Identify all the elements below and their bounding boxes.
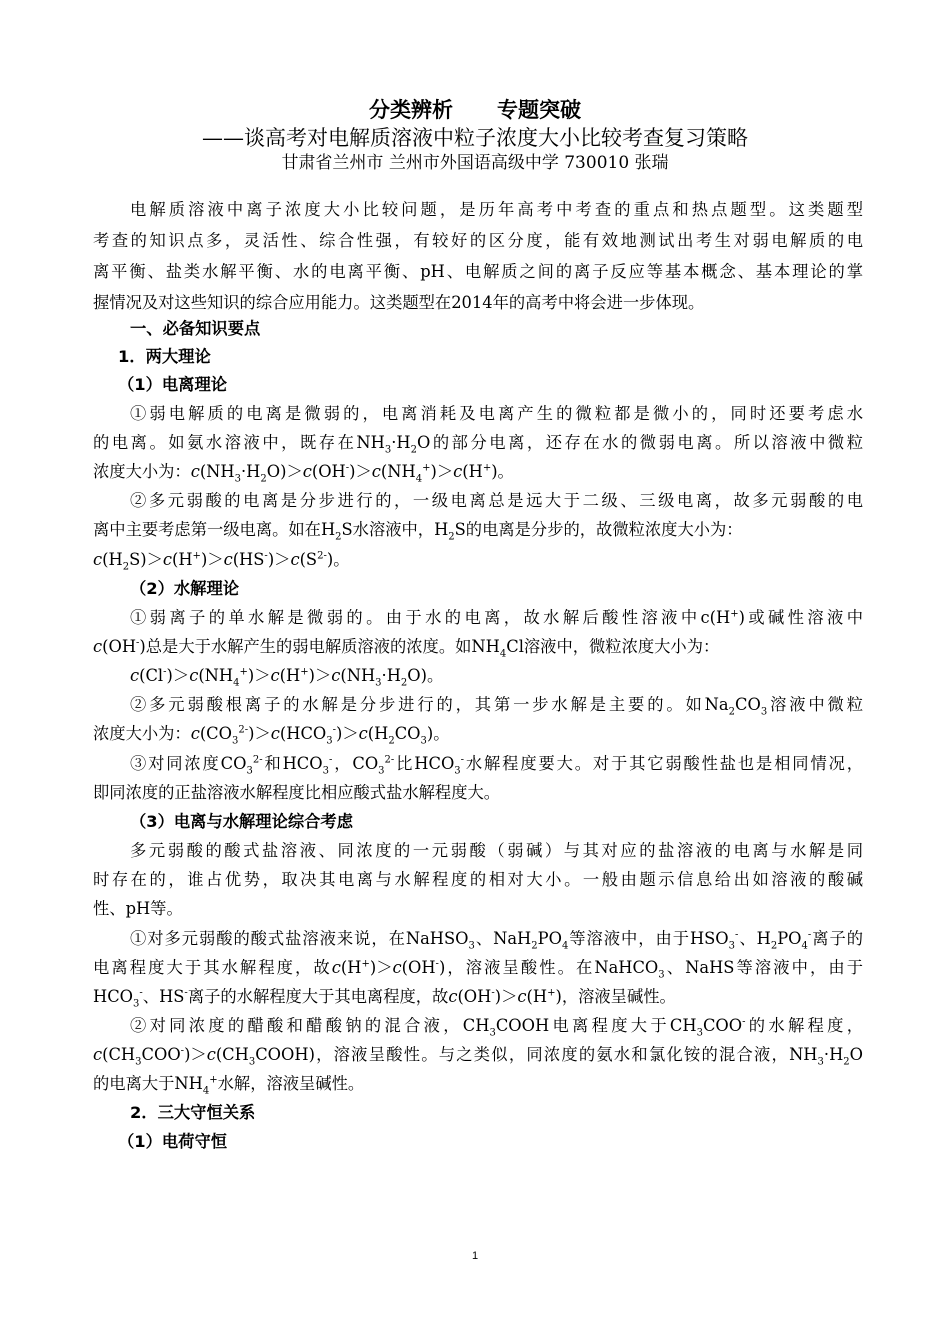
main-title <box>0 94 950 124</box>
subsection-heading: （1）电离理论 <box>118 375 228 394</box>
intro-line: 考查的知识点多，灵活性、综合性强，有较好的区分度，能有效地测试出考生对弱电解质的电 <box>93 231 863 250</box>
body-line: ②多元弱酸根离子的水解是分步进行的，其第一步水解是主要的。如$Na_2CO_3$溶液中微粒 <box>130 695 863 718</box>
main-title-part-b: 专题突破 <box>497 98 581 122</box>
subsection-heading: 2．三大守恒关系 <box>130 1103 256 1122</box>
body-line: $c(CH_3COO^-)>c(CH_3COOH)$，溶液呈酸性。与之类似，同浓度的氨水和氯化铵的混合液，$NH_3\cdot H_2O$ <box>93 1045 863 1068</box>
section-heading: 一、必备知识要点 <box>130 319 261 338</box>
body-line: ②多元弱酸的电离是分步进行的，一级电离总是远大于二级、三级电离，故多元弱酸的电 <box>130 491 863 510</box>
body-line: ③对同浓度$CO_3^{2-}$和$HCO_3^-$，$CO_3^{2-}$比$HCO_3^-$水解程度要大。对于其它弱酸性盐也是相同情况， <box>130 754 863 777</box>
subsection-heading: （1）电荷守恒 <box>118 1132 228 1151</box>
body-line: ①对多元弱酸的酸式盐溶液来说，在NaHSO$_3$、$NaH_2PO_4$等溶液中，由于$HSO_3^-$、$H_2PO_4^-$离子的 <box>130 929 864 952</box>
intro-line: 电解质溶液中离子浓度大小比较问题，是历年高考中考查的重点和热点题型。这类题型 <box>130 200 863 219</box>
subsection-heading: （3）电离与水解理论综合考虑 <box>130 812 353 831</box>
body-line: 时存在的，谁占优势，取决其电离与水解程度的相对大小。一般由题示信息给出如溶液的酸碱 <box>93 870 863 889</box>
body-line: c(OH-)总是大于水解产生的弱电解质溶液的浓度。如$NH_4Cl$溶液中，微粒浓度大小为： <box>93 637 720 660</box>
body-line: 浓度大小为：$c(CO_3^{2-})>c(HCO_3^-)>c(H_2CO_3)$。 <box>93 724 450 747</box>
body-line: 电离程度大于其水解程度，故c(H+)＞c(OH-)，溶液呈酸性。在NaHCO$_3$、NaHS等溶液中，由于 <box>93 958 863 981</box>
body-line: $c(H_2S)>c(H^+)>c(HS^-)>c(S^{2-})$。 <box>93 550 350 573</box>
body-line: $c(Cl^-)>c(NH_4^+)>c(H^+)>c(NH_3\cdot H_2O)$。 <box>130 666 444 689</box>
body-line: 即同浓度的正盐溶液水解程度比相应酸式盐水解程度大。 <box>93 783 501 802</box>
author-line: 甘肃省兰州市 兰州市外国语高级中学 730010 张瑞 <box>281 153 669 173</box>
body-line: ②对同浓度的醋酸和醋酸钠的混合液，$CH_3COOH$电离程度大于$CH_3COO^-$的水解程度， <box>130 1016 863 1039</box>
body-line: 多元弱酸的酸式盐溶液、同浓度的一元弱酸（弱碱）与其对应的盐溶液的电离与水解是同 <box>130 841 863 860</box>
main-title-part-a: 分类辨析 <box>369 98 453 122</box>
subsection-heading: （2）水解理论 <box>130 579 240 598</box>
intro-line: 离平衡、盐类水解平衡、水的电离平衡、pH、电解质之间的离子反应等基本概念、基本理论的掌 <box>93 262 863 281</box>
body-line: 性、pH等。 <box>93 899 183 918</box>
intro-line: 握情况及对这些知识的综合应用能力。这类题型在2014年的高考中将会进一步体现。 <box>93 293 705 312</box>
subtitle: ——谈高考对电解质溶液中粒子浓度大小比较考查复习策略 <box>202 126 748 150</box>
body-line: 的电离大于$NH_4^+$水解，溶液呈碱性。 <box>93 1074 365 1097</box>
subsection-heading: 1．两大理论 <box>118 347 211 366</box>
body-line: ①弱电解质的电离是微弱的，电离消耗及电离产生的微粒都是微小的，同时还要考虑水 <box>130 404 863 423</box>
body-line: ①弱离子的单水解是微弱的。由于水的电离，故水解后酸性溶液中c(H+)或碱性溶液中 <box>130 608 863 627</box>
body-line: 浓度大小为：$c(NH_3\cdot H_2O)>c(OH^-)>c(NH_4^+)>c(H^+)$。 <box>93 462 514 485</box>
body-line: 的电离。如氨水溶液中，既存在$NH_3\cdot H_2O$的部分电离，还存在水的微弱电离。所以溶液中微粒 <box>93 433 863 456</box>
page-number: 1 <box>471 1250 479 1262</box>
body-line: $HCO_3^-$、HS-离子的水解程度大于其电离程度，故c(OH-)＞c(H+)，溶液呈碱性。 <box>93 987 676 1010</box>
body-line: 离中主要考虑第一级电离。如在$H_2S$水溶液中，$H_2S$的电离是分步的，故微粒浓度大小为： <box>93 520 743 543</box>
